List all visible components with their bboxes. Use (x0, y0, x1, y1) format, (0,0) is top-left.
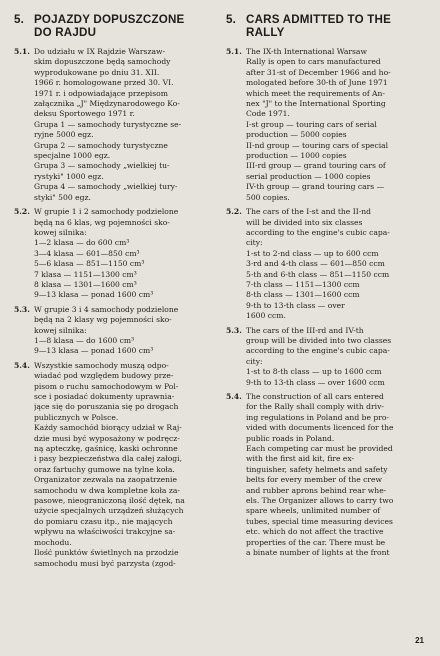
subsection-number: 5.1. (226, 47, 242, 56)
subsection-number: 5.3. (14, 304, 30, 314)
text-line: I-st group — touring cars of serial (246, 119, 377, 129)
text-line: IV-th group — grand touring cars — (246, 182, 385, 192)
subsection-number: 5.1. (14, 47, 30, 56)
text-line: 9-th to 13-th class — over (246, 300, 345, 310)
text-line: mochodu. (34, 537, 72, 547)
text-line: i pasy bezpieczeństwa dla całej załogi, (34, 454, 183, 464)
text-line: wyprodukowane po dniu 31. XII. (34, 67, 160, 77)
subsection-text (34, 207, 214, 301)
text-line: 9—13 klasa — ponad 1600 cm³ (34, 290, 154, 300)
subsection-text (34, 47, 214, 203)
text-line: will be divided into six classes (246, 217, 363, 227)
text-line: W grupie 1 i 2 samochody podzielone (34, 207, 179, 217)
section-heading-number: 5. (226, 13, 237, 26)
polish-column (14, 14, 214, 573)
subsection-number: 5.2. (226, 207, 242, 217)
text-line: użycie specjalnych urządzeń służących (34, 506, 184, 516)
text-line: deksu Sportowego 1971 r. (34, 109, 135, 119)
subsection-number: 5.4. (14, 360, 30, 370)
text-line: ryjne 5000 egz. (34, 130, 94, 140)
subsection-text (34, 361, 214, 569)
text-line: pisom o ruchu samochodowym w Pol- (34, 381, 179, 391)
text-line: oraz fartuchy gumowe na tylne koła. (34, 464, 175, 474)
subsection-text (246, 47, 426, 203)
text-line: and rubber aprons behind rear whe- (246, 485, 387, 495)
text-line: tubes, special time measuring devices (246, 516, 393, 526)
text-line: which meet the requirements of An- (246, 88, 385, 98)
text-line: production — 5000 copies (246, 130, 347, 140)
english-column (226, 14, 426, 573)
text-line: 1—8 klasa — do 1600 cm³ (34, 335, 135, 345)
text-line: 1-st to 2-nd class — up to 600 ccm (246, 248, 379, 258)
text-line: będą na 2 klasy wg pojemności sko- (34, 315, 172, 325)
text-line: The IX-th International Warsaw (246, 47, 367, 56)
text-line: 9-th to 13-th class — over 1600 ccm (246, 377, 385, 387)
text-line: according to the engine's cubic capa- (246, 227, 390, 237)
text-line: according to the engine's cubic capa- (246, 346, 390, 356)
text-line: 5—6 klasa — 851—1150 cm³ (34, 259, 145, 269)
text-line: properties of the car. There must be (246, 537, 386, 547)
text-line: a binate number of lights at the front (246, 548, 390, 558)
text-line: publicznych w Polsce. (34, 412, 119, 422)
subsection (14, 207, 214, 301)
text-line: mologated before 30-th of June 1971 (246, 78, 388, 88)
text-line: els. The Organizer allows to carry two (246, 496, 394, 506)
text-line: 3-rd and 4-th class — 601—850 ccm (246, 259, 385, 269)
heading-line: CARS ADMITTED TO THE (246, 14, 392, 26)
text-line: 500 copies. (246, 192, 290, 202)
text-line: nex "J" to the International Sporting (246, 99, 386, 109)
text-line: styki" 500 egz. (34, 192, 91, 202)
text-line: 1966 r. homologowane przed 30. VI. (34, 78, 174, 88)
text-line: kowej silnika: (34, 227, 87, 237)
text-line: 5-th and 6-th class — 851—1150 ccm (246, 269, 390, 279)
text-line: The cars of the I-st and the II-nd (246, 207, 372, 217)
subsection-text (246, 207, 426, 321)
text-line: Grupa 2 — samochody turystyczne (34, 140, 168, 150)
page-number: 21 (415, 636, 424, 645)
text-line: group will be divided into two classes (246, 335, 392, 345)
subsection (14, 47, 214, 203)
text-line: Grupa 1 — samochody turystyczne se- (34, 119, 182, 129)
text-line: 9—13 klasa — ponad 1600 cm³ (34, 346, 154, 356)
text-line: 3—4 klasa — 601—850 cm³ (34, 248, 140, 258)
text-line: sce i posiadać dokumenty uprawnia- (34, 392, 175, 401)
text-line: belts for every member of the crew (246, 475, 383, 485)
text-line: rystyki" 1000 egz. (34, 171, 104, 181)
subsection (226, 207, 426, 321)
text-line: spare wheels, unlimited number of (246, 506, 381, 516)
text-line: II-nd group — touring cars of special (246, 140, 389, 150)
text-line: production — 1000 copies (246, 151, 347, 161)
text-line: samochodu w dwa kompletne koła za- (34, 485, 180, 495)
text-line: załącznika „J" Międzynarodowego Ko- (34, 99, 180, 109)
text-line: city: (246, 356, 263, 366)
text-line: etc. which do not affect the tractive (246, 527, 384, 537)
text-line: public roads in Poland. (246, 433, 335, 443)
heading-line: RALLY (246, 26, 285, 39)
text-line: after 31-st of December 1966 and ho- (246, 67, 391, 77)
text-line: pasowe, nieograniczoną ilość dętek, na (34, 496, 185, 506)
text-line: 8 klasa — 1301—1600 cm³ (34, 279, 137, 289)
subsection-number: 5.2. (14, 207, 30, 217)
text-line: wiadać pod względem budowy prze- (34, 371, 174, 381)
text-line: Organizator zezwala na zaopatrzenie (34, 475, 177, 485)
text-line: będą na 6 klas, wg pojemności sko- (34, 217, 170, 227)
text-line: Grupa 3 — samochody „wielkiej tu- (34, 161, 170, 171)
text-line: Code 1971. (246, 109, 290, 119)
subsection-text (34, 305, 214, 357)
text-line: samochodu musi być parzysta (zgod- (34, 558, 176, 568)
text-line: Wszystkie samochody muszą odpo- (34, 360, 169, 370)
text-line: specjalne 1000 egz. (34, 151, 111, 161)
text-line: III-rd group — grand touring cars of (246, 161, 386, 171)
subsection-text (246, 392, 426, 559)
subsection-text (246, 326, 426, 388)
text-line: 1971 r. i odpowiadające przepisom (34, 88, 168, 98)
text-line: ing regulations in Poland and be pro- (246, 412, 389, 422)
text-line: tinguisher, safety helmets and safety (246, 464, 388, 474)
section-heading-title (34, 14, 214, 39)
section-heading (14, 14, 214, 39)
text-line: skim dopuszczone będą samochody (34, 57, 171, 67)
heading-line: DO RAJDU (34, 26, 97, 39)
text-line: do pomiaru czasu itp., nie mających (34, 516, 173, 526)
text-line: city: (246, 238, 263, 248)
text-line: ną apteczkę, gaśnicę, kaski ochronne (34, 444, 178, 454)
text-line: kowej silnika: (34, 325, 87, 335)
text-line: for the Rally shall comply with driv- (246, 402, 384, 412)
text-line: The cars of the III-rd and IV-th (246, 325, 364, 335)
text-line: Każdy samochód biorący udział w Raj- (34, 423, 182, 433)
text-line: 7-th class — 1151—1300 ccm (246, 279, 360, 289)
text-line: 1—2 klasa — do 600 cm³ (34, 238, 130, 248)
section-heading (226, 14, 426, 39)
text-line: W grupie 3 i 4 samochody podzielone (34, 304, 179, 314)
text-line: 1-st to 8-th class — up to 1600 ccm (246, 367, 382, 377)
section-heading-title (246, 14, 426, 39)
text-line: vided with documents licenced for the (246, 423, 394, 433)
text-line: jące się do poruszania się po drogach (34, 402, 179, 412)
heading-line: POJAZDY DOPUSZCZONE (34, 14, 185, 26)
text-line: 7 klasa — 1151—1300 cm³ (34, 269, 137, 279)
subsection-number: 5.3. (226, 325, 242, 335)
text-line: Each competing car must be provided (246, 444, 393, 454)
subsection-number: 5.4. (226, 392, 242, 401)
text-line: Ilość punktów świetlnych na przodzie (34, 548, 179, 558)
subsection (226, 326, 426, 388)
text-line: serial production — 1000 copies (246, 171, 371, 181)
text-line: dzie musi być wyposażony w podręcz- (34, 433, 180, 443)
text-line: 1600 ccm. (246, 311, 286, 321)
text-line: Do udziału w IX Rajdzie Warszaw- (34, 47, 166, 56)
subsection (14, 361, 214, 569)
text-line: 8-th class — 1301—1600 ccm (246, 290, 360, 300)
text-line: with the first aid kit, fire ex- (246, 454, 355, 464)
text-line: wpływu na właściwości trakcyjne sa- (34, 527, 176, 537)
text-line: Grupa 4 — samochody „wielkiej tury- (34, 182, 178, 192)
text-line: The construction of all cars entered (246, 392, 384, 401)
subsection (14, 305, 214, 357)
subsection (226, 47, 426, 203)
text-line: Rally is open to cars manufactured (246, 57, 381, 67)
subsection (226, 392, 426, 559)
section-heading-number: 5. (14, 13, 25, 26)
